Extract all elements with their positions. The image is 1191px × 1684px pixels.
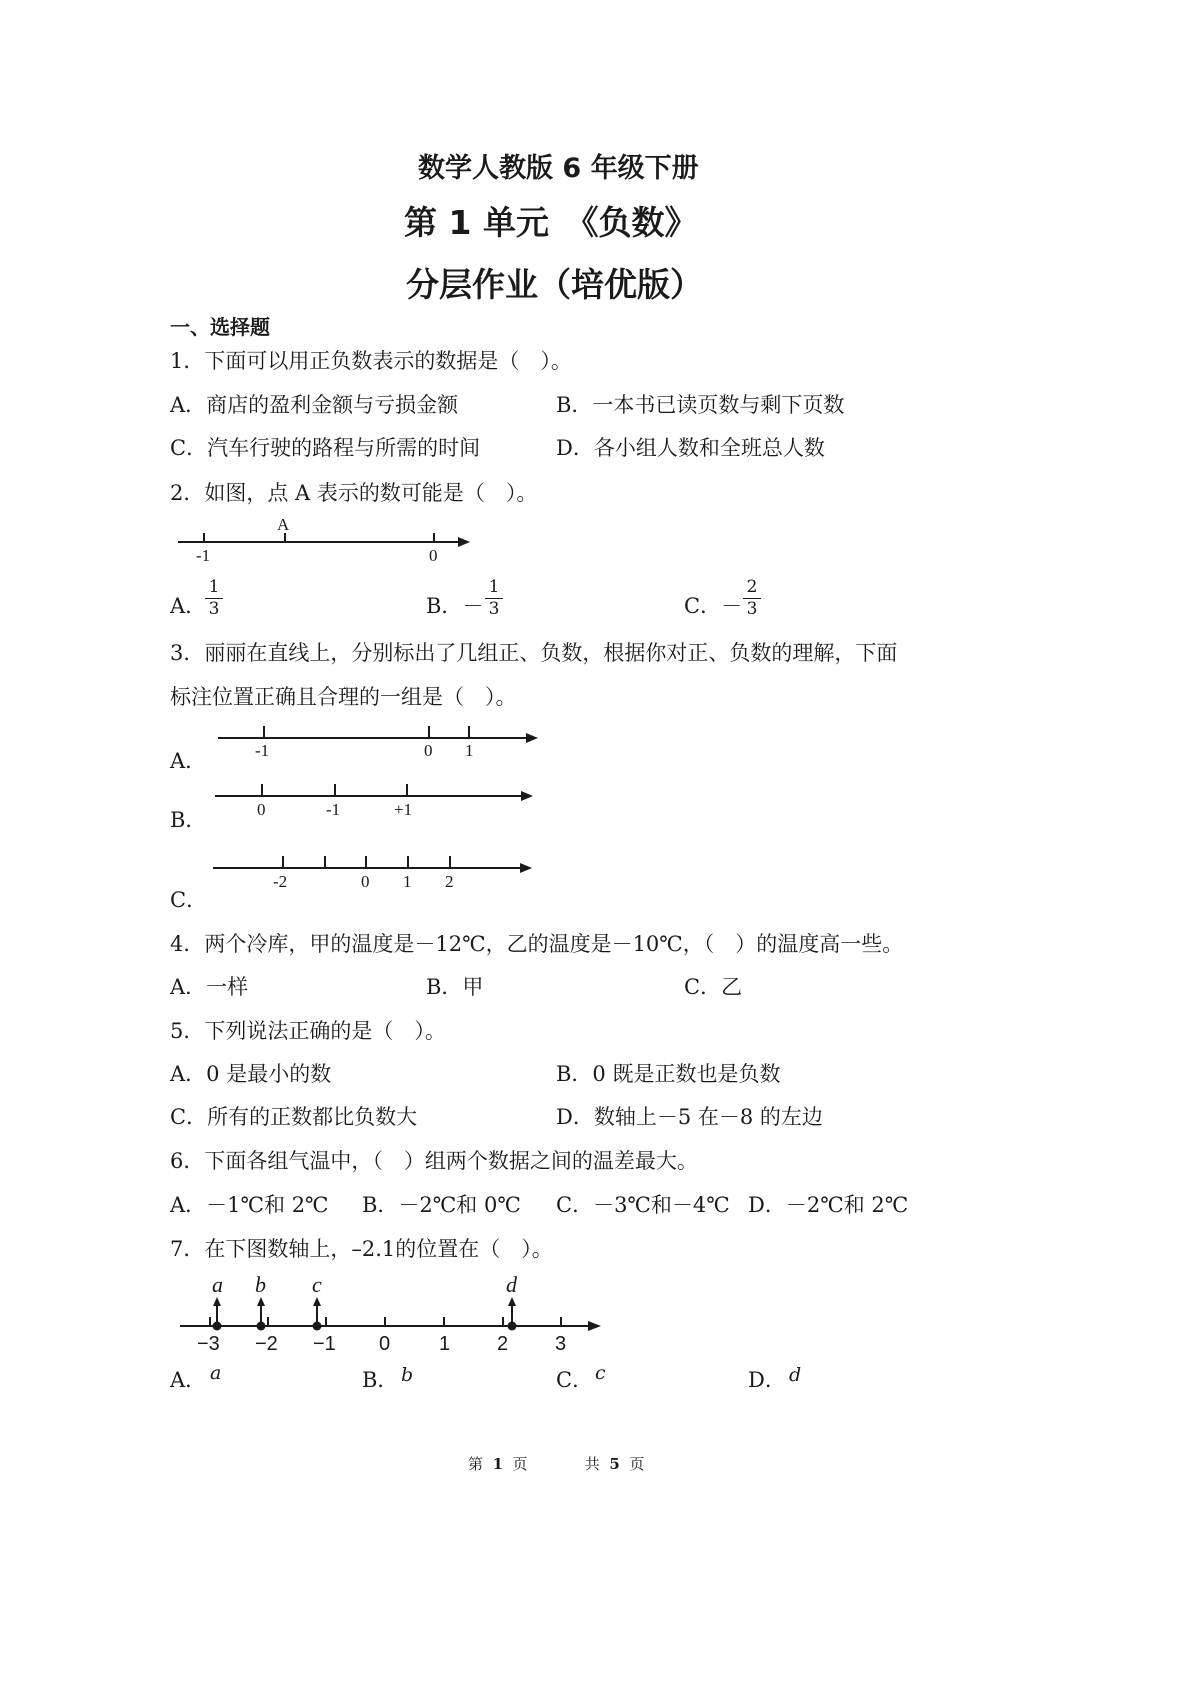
q7-point-c: c <box>312 1272 322 1297</box>
svg-text:2: 2 <box>445 872 454 891</box>
q7-option-a-value: a <box>210 1362 222 1384</box>
q3-option-a: A． <box>170 749 207 773</box>
q5-option-c: C．所有的正数都比负数大 <box>170 1105 418 1129</box>
svg-text:-2: -2 <box>273 872 288 891</box>
svg-text:+1: +1 <box>394 800 413 819</box>
q7-point-a: a <box>212 1272 223 1297</box>
q2-option-c-fraction: 2 3 <box>743 579 761 618</box>
question-2-stem: 2．如图，点 A 表示的数可能是（ ）。 <box>170 481 538 505</box>
q1-option-b: B．一本书已读页数与剩下页数 <box>556 393 845 417</box>
q7-point-b: b <box>255 1272 266 1297</box>
svg-text:1: 1 <box>403 872 412 891</box>
svg-text:0: 0 <box>361 872 370 891</box>
title-line3: 分层作业（培优版） <box>406 265 703 304</box>
q2-option-c: C．－ <box>684 594 743 618</box>
q7-option-d-value: d <box>789 1364 802 1386</box>
q7-option-a: A． <box>170 1368 207 1392</box>
question-3-stem-line1: 3．丽丽在直线上，分别标出了几组正、负数，根据你对正、负数的理解，下面 <box>170 641 898 665</box>
question-1-stem: 1．下面可以用正负数表示的数据是（ ）。 <box>170 349 572 373</box>
q6-option-d: D．－2℃和 2℃ <box>748 1193 909 1217</box>
svg-text:0: 0 <box>257 800 266 819</box>
title-line2: 第 1 单元 《负数》 <box>404 203 698 242</box>
q2-label-zero: 0 <box>429 546 438 565</box>
q2-option-b: B．－ <box>426 594 484 618</box>
q1-option-d: D．各小组人数和全班总人数 <box>556 436 825 460</box>
q3-option-b: B． <box>170 808 207 832</box>
q4-option-c: C．乙 <box>684 975 743 999</box>
question-6-stem: 6．下面各组气温中，（ ）组两个数据之间的温差最大。 <box>170 1149 698 1173</box>
question-4-stem: 4．两个冷库，甲的温度是－12℃，乙的温度是－10℃，（ ）的温度高一些。 <box>170 932 904 956</box>
q5-option-b: B．0 既是正数也是负数 <box>556 1062 781 1086</box>
svg-text:-1: -1 <box>326 800 341 819</box>
svg-text:-1: -1 <box>255 741 270 760</box>
q7-point-d: d <box>506 1272 517 1297</box>
q6-option-c: C．－3℃和－4℃ <box>556 1193 730 1217</box>
svg-text:−2: −2 <box>255 1333 278 1355</box>
q2-option-a: A． <box>170 594 207 618</box>
q1-option-a: A．商店的盈利金额与亏损金额 <box>170 393 459 417</box>
question-3-stem-line2: 标注位置正确且合理的一组是（ ）。 <box>170 685 517 709</box>
svg-text:1: 1 <box>439 1333 451 1355</box>
svg-text:−1: −1 <box>313 1333 336 1355</box>
svg-text:1: 1 <box>465 741 474 760</box>
svg-text:0: 0 <box>379 1333 391 1355</box>
q1-option-c: C．汽车行驶的路程与所需的时间 <box>170 436 481 460</box>
q7-option-b: B． <box>362 1368 399 1392</box>
q6-option-b: B．－2℃和 0℃ <box>362 1193 521 1217</box>
q7-option-c-value: c <box>595 1362 606 1384</box>
question-7-stem: 7．在下图数轴上，–2.1的位置在（ ）。 <box>170 1237 553 1261</box>
q2-option-b-fraction: 1 3 <box>485 579 503 618</box>
svg-text:0: 0 <box>424 741 433 760</box>
q2-label-a: A <box>277 515 290 534</box>
svg-text:2: 2 <box>497 1333 509 1355</box>
q5-option-d: D．数轴上－5 在－8 的左边 <box>556 1105 823 1129</box>
q7-option-c: C． <box>556 1368 594 1392</box>
page-footer: 第 1 页 共 5 页 <box>468 1455 645 1473</box>
q4-option-b: B．甲 <box>426 975 484 999</box>
q7-option-d: D． <box>748 1368 786 1392</box>
q2-label-minus1: -1 <box>196 546 211 565</box>
q3-option-c: C． <box>170 888 208 912</box>
question-5-stem: 5．下列说法正确的是（ ）。 <box>170 1019 446 1043</box>
q4-option-a: A．一样 <box>170 975 249 999</box>
svg-text:−3: −3 <box>197 1333 220 1355</box>
title-line1: 数学人教版 6 年级下册 <box>418 153 699 184</box>
q7-option-b-value: b <box>401 1364 414 1386</box>
q6-option-a: A．－1℃和 2℃ <box>170 1193 329 1217</box>
q2-option-a-fraction: 1 3 <box>205 579 223 618</box>
svg-text:3: 3 <box>555 1333 567 1355</box>
q5-option-a: A．0 是最小的数 <box>170 1062 332 1086</box>
section-heading: 一、选择题 <box>170 315 270 339</box>
